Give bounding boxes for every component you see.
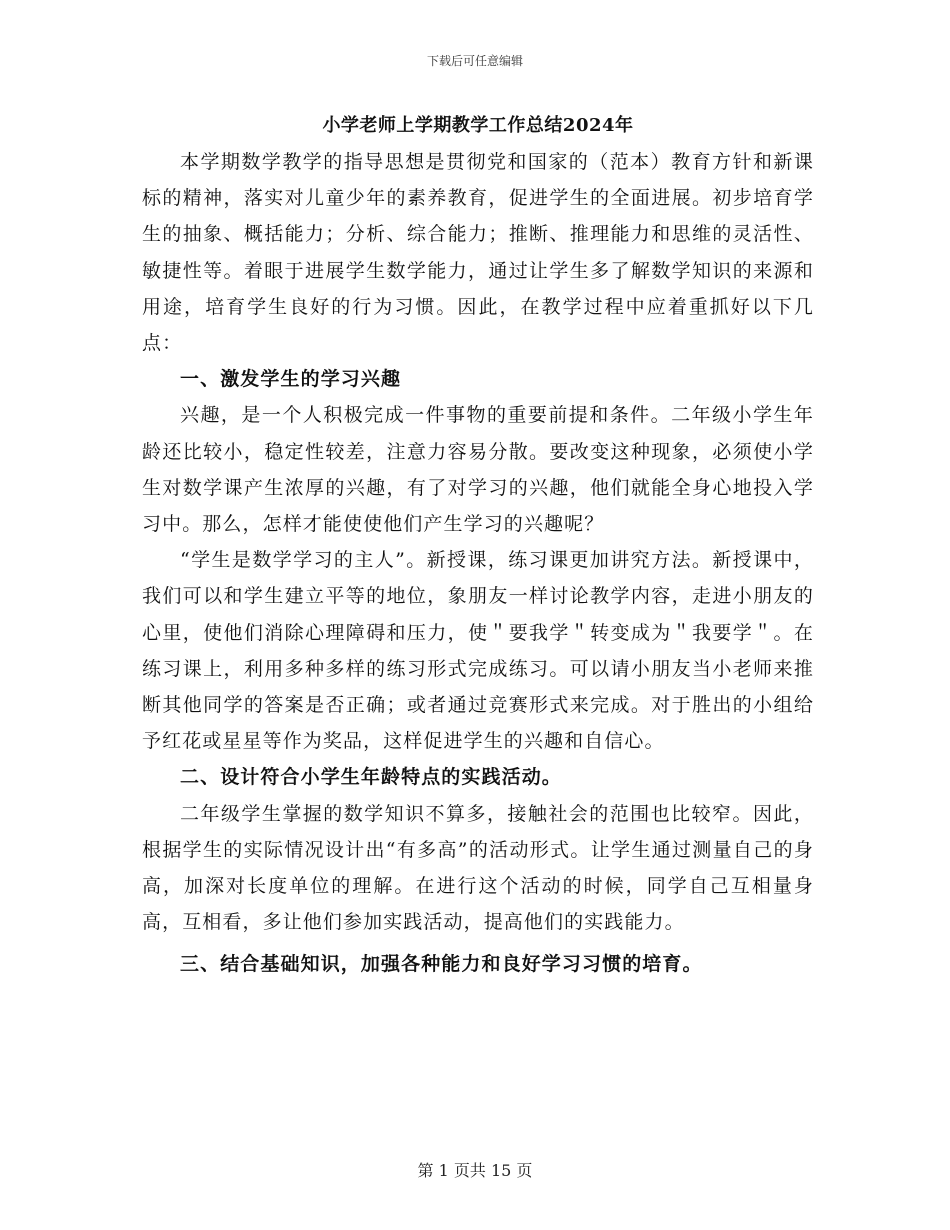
section-1-paragraph-1: 兴趣，是一个人积极完成一件事物的重要前提和条件。二年级小学生年龄还比较小，稳定性较差，注意力容易分散。要改变这种现象，必须使小学生对数学课产生浓厚的兴趣，有了对学习的兴趣，他们就能全身心地投入学习中。那么，怎样才能使使他们产生学习的兴趣呢？: [142, 404, 814, 536]
page-header-note: 下载后可任意编辑: [426, 54, 523, 68]
document-title: 小学老师上学期教学工作总结2024年: [322, 115, 634, 136]
section-1-heading: 一、激发学生的学习兴趣: [180, 368, 402, 391]
section-2-heading: 二、设计符合小学生年龄特点的实践活动。: [180, 766, 562, 789]
section-2-paragraph-1: 二年级学生掌握的数学知识不算多，接触社会的范围也比较窄。因此，根据学生的实际情况设计出“有多高”的活动形式。让学生通过测量自己的身高，加深对长度单位的理解。在进行这个活动的时候，同学自己互相量身高，互相看，多让他们参加实践活动，提高他们的实践能力。: [142, 802, 814, 934]
page-number: 第 1 页共 15 页: [417, 1161, 533, 1180]
document-body: [142, 108, 814, 989]
section-1-paragraph-2: “学生是数学学习的主人”。新授课，练习课更加讲究方法。新授课中，我们可以和学生建立平等的地位，象朋友一样讨论教学内容，走进小朋友的心里，使他们消除心理障碍和压力，使＂要我学＂转变成为＂我要学＂。在练习课上，利用多种多样的练习形式完成练习。可以请小朋友当小老师来推断其他同学的答案是否正确；或者通过竞赛形式来完成。对于胜出的小组给予红花或星星等作为奖品，这样促进学生的兴趣和自信心。: [142, 549, 814, 753]
section-3-heading: 三、结合基础知识，加强各种能力和良好学习习惯的培育。: [180, 953, 703, 976]
intro-paragraph: 本学期数学教学的指导思想是贯彻党和国家的（范本）教育方针和新课标的精神，落实对儿童少年的素养教育，促进学生的全面进展。初步培育学生的抽象、概括能力；分析、综合能力；推断、推理能力和思维的灵活性、敏捷性等。着眼于进展学生数学能力，通过让学生多了解数学知识的来源和用途，培育学生良好的行为习惯。因此，在教学过程中应着重抓好以下几点：: [142, 151, 814, 355]
